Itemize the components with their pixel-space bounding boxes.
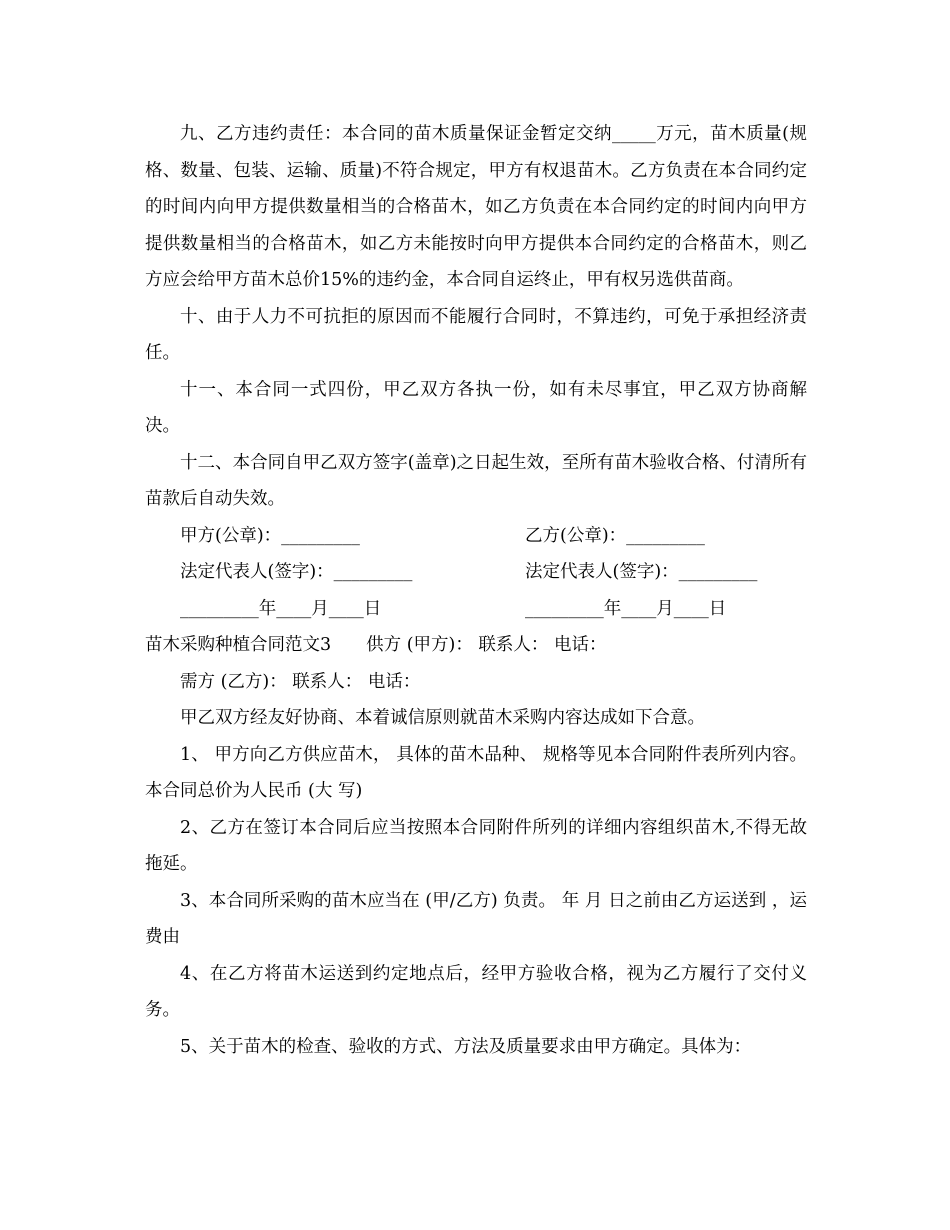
clause-11-copies: 十一、本合同一式四份，甲乙双方各执一份，如有未尽事宜，甲乙双方协商解决。 [145,379,807,436]
buyer-info-line: 需方 (乙方)： 联系人： 电话： [180,671,421,692]
party-a-date-field: _________年____月____日 [180,598,382,619]
clause-9-breach-liability: 九、乙方违约责任：本合同的苗木质量保证金暂定交纳_____万元，苗木质量(规格、数量、包装、运输、质量)不符合规定，甲方有权退苗木。乙方负责在本合同约定的时间内向甲方提供数量相当的合格苗木，如乙方负责在本合同约定的时间内向甲方提供数量相当的合格苗木，如乙方未能按时向甲方提供本合同约定的合格苗木，则乙方应会给甲方苗木总价15%的违约金，本合同自运终止，甲有权另选供苗商。 [145,124,807,290]
document-body [145,116,807,1065]
item-4-acceptance: 4、在乙方将苗木运送到约定地点后，经甲方验收合格，视为乙方履行了交付义务。 [145,963,807,1020]
signature-row-representative [145,554,807,591]
item-1-supply: 1、 甲方向乙方供应苗木， 具体的苗木品种、 规格等见本合同附件表所列内容。 本合同总价为人民币 (大 写) [145,744,807,801]
party-b-representative-field: 法定代表人(签字)：_________ [525,562,758,582]
item-2-organize: 2、乙方在签订本合同后应当按照本合同附件所列的详细内容组织苗木,不得无故拖延。 [145,817,807,874]
item-3-delivery: 3、本合同所采购的苗木应当在 (甲/乙方) 负责。 年 月 日之前由乙方运送到 ，运费由 [145,890,807,947]
contract-intro: 甲乙双方经友好协商、本着诚信原则就苗木采购内容达成如下合意。 [180,708,705,728]
item-5-inspection: 5、关于苗木的检查、验收的方式、方法及质量要求由甲方确定。具体为： [180,1036,752,1057]
signature-row-date [145,591,807,628]
signature-row-seal [145,518,807,555]
party-b-seal-field: 乙方(公章)：_________ [525,525,705,546]
contract-3-heading-line: 苗木采购种植合同范文3 供方 (甲方)： 联系人： 电话： [145,635,607,655]
party-b-date-field: _________年____月____日 [525,598,727,619]
party-a-representative-field: 法定代表人(签字)：_________ [180,562,413,582]
clause-12-effective: 十二、本合同自甲乙双方签字(盖章)之日起生效，至所有苗木验收合格、付清所有苗款后自动失效。 [145,452,807,509]
clause-10-force-majeure: 十、由于人力不可抗拒的原因而不能履行合同时，不算违约，可免于承担经济责任。 [145,306,807,363]
party-a-seal-field: 甲方(公章)：_________ [180,525,360,546]
